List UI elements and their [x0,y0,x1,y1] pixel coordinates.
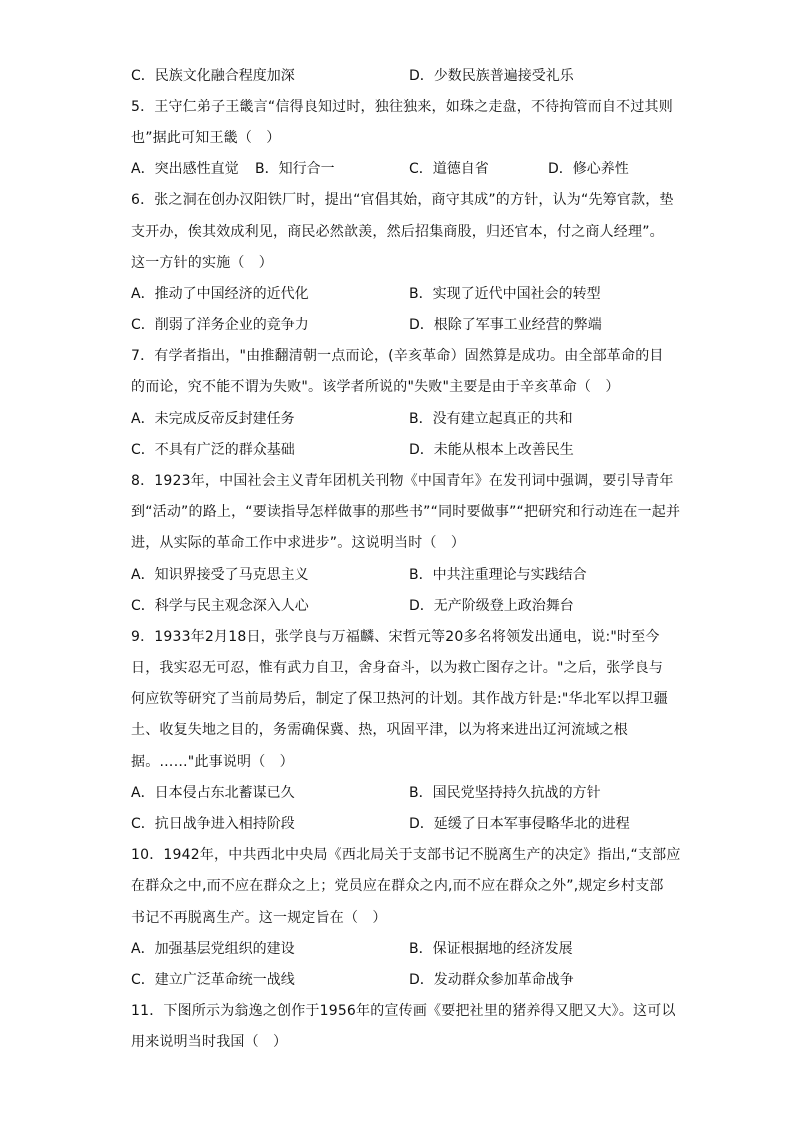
q10-option-d: D．发动群众参加革命战争 [409,972,574,988]
q7-option-b: B．没有建立起真正的共和 [409,411,573,427]
q7-option-a: A．未完成反帝反封建任务 [131,411,295,427]
q5-option-d: D．修心养性 [548,161,629,177]
q8-stem-line-2: 到“活动”的路上，“要读指导怎样做事的那些书”“同时要做事”“把研究和行动连在一起并 [131,504,681,520]
q6-stem-line-1: 6．张之洞在创办汉阳铁厂时，提出“官倡其始，商守其成”的方针，认为“先筹官款，垫 [131,192,674,208]
q4-option-d: D．少数民族普遍接受礼乐 [409,68,574,84]
q11-stem-line-1: 11．下图所示为翁逸之创作于1956年的宣传画《要把社里的猪养得又肥又大》。这可以 [131,1003,676,1019]
q7-option-c: C．不具有广泛的群众基础 [131,442,295,458]
q9-option-b: B．国民党坚持持久抗战的方针 [409,785,601,801]
q7-stem-line-1: 7．有学者指出，"由推翻清朝一点而论，(辛亥革命）固然算是成功。由全部革命的目 [131,348,664,364]
q8-stem-line-3: 进，从实际的革命工作中求进步”。这说明当时（ ） [131,535,466,551]
q9-stem-line-3: 何应钦等研究了当前局势后，制定了保卫热河的计划。其作战方针是:"华北军以捍卫疆 [131,691,668,707]
q9-option-d: D．延缓了日本军事侵略华北的进程 [409,816,630,832]
q9-stem-line-1: 9．1933年2月18日，张学良与万福麟、宋哲元等20多名将领发出通电，说:"时至今 [131,629,660,645]
q8-option-c: C．科学与民主观念深入人心 [131,598,309,614]
q4-option-c: C．民族文化融合程度加深 [131,68,295,84]
q10-option-a: A．加强基层党组织的建设 [131,941,295,957]
q5-option-a: A．突出感性直觉 [131,161,239,177]
q5-stem-line-2: 也”据此可知王畿（ ） [131,130,281,146]
q8-option-a: A．知识界接受了马克思主义 [131,567,309,583]
q8-stem-line-1: 8．1923年，中国社会主义青年团机关刊物《中国青年》在发刊词中强调，要引导青年 [131,473,674,489]
q10-stem-line-2: 在群众之中,而不应在群众之上；党员应在群众之内,而不应在群众之外”,规定乡村支部 [131,878,664,894]
q5-stem-line-1: 5．王守仁弟子王畿言“信得良知过时，独往独来，如珠之走盘，不待拘管而自不过其则 [131,99,673,115]
q11-stem-line-2: 用来说明当时我国（ ） [131,1034,288,1050]
q6-option-c: C．削弱了洋务企业的竞争力 [131,317,309,333]
q10-stem-line-1: 10．1942年，中共西北中央局《西北局关于支部书记不脱离生产的决定》指出,“支部应 [131,847,681,863]
q9-option-a: A．日本侵占东北蓄谋已久 [131,785,295,801]
q9-stem-line-4: 土、收复失地之目的，务需确保冀、热，巩固平津，以为将来进出辽河流域之根 [131,722,628,738]
q8-option-b: B．中共注重理论与实践结合 [409,567,587,583]
q10-option-c: C．建立广泛革命统一战线 [131,972,295,988]
q7-option-d: D．未能从根本上改善民生 [409,442,574,458]
q10-option-b: B．保证根据地的经济发展 [409,941,573,957]
q6-option-b: B．实现了近代中国社会的转型 [409,286,601,302]
q9-stem-line-2: 日，我实忍无可忍，惟有武力自卫，舍身奋斗，以为救亡图存之计。"之后，张学良与 [131,660,664,676]
q7-stem-line-2: 的而论，究不能不谓为失败"。该学者所说的"失败"主要是由于辛亥革命（ ） [131,379,620,395]
q8-option-d: D．无产阶级登上政治舞台 [409,598,574,614]
q6-stem-line-2: 支开办，俟其效成利见，商民必然歆羡，然后招集商股，归还官本，付之商人经理”。 [131,224,664,240]
q5-option-b: B．知行合一 [255,161,335,177]
q5-option-c: C．道德自省 [409,161,489,177]
q9-option-c: C．抗日战争进入相持阶段 [131,816,295,832]
q6-stem-line-3: 这一方针的实施（ ） [131,255,273,271]
q9-stem-line-5: 据。……"此事说明（ ） [131,754,294,770]
q6-option-a: A．推动了中国经济的近代化 [131,286,309,302]
q6-option-d: D．根除了军事工业经营的弊端 [409,317,602,333]
q10-stem-line-3: 书记不再脱离生产。这一规定旨在（ ） [131,910,387,926]
